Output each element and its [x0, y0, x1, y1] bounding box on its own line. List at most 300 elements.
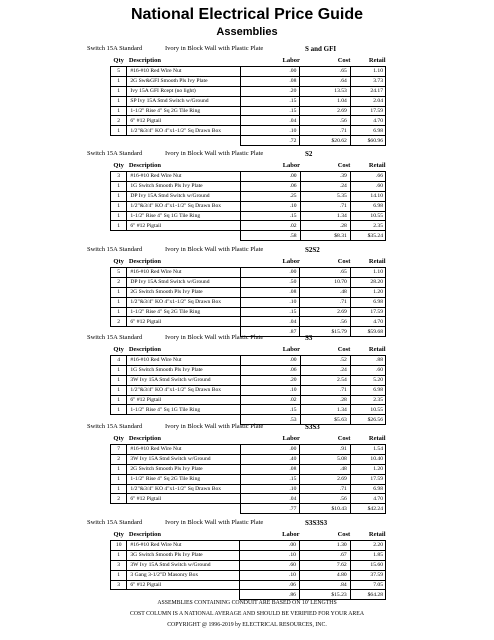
cell-cost: .39 — [300, 172, 350, 182]
header-row — [111, 344, 386, 356]
assembly-table — [110, 55, 386, 146]
total-row — [111, 231, 386, 241]
cell-qty: 4 — [111, 356, 127, 366]
assembly-description: Ivory in Block Wall with Plastic Plate — [165, 150, 264, 157]
cell-qty: 3 — [111, 560, 127, 570]
cell-labor: .08 — [241, 287, 300, 297]
assembly-table — [110, 433, 386, 514]
total-cost: $8.31 — [300, 231, 350, 241]
blank-cell — [111, 590, 127, 600]
column-header-desc: Description — [127, 160, 241, 172]
column-header-labor: Labor — [241, 344, 300, 356]
cell-qty: 1 — [111, 86, 127, 96]
assembly-table — [110, 529, 386, 600]
cell-retail: 6.98 — [350, 126, 385, 136]
cell-labor: .15 — [241, 405, 300, 415]
cell-cost: 1.34 — [300, 405, 350, 415]
assembly-standard: Switch 15A Standard — [87, 150, 143, 157]
cell-retail: 4.70 — [350, 317, 385, 327]
cell-labor: .00 — [241, 67, 300, 77]
cell-cost: .71 — [300, 201, 350, 211]
cell-qty: 2 — [111, 116, 127, 126]
table-header — [111, 256, 386, 268]
cell-cost: .24 — [300, 181, 350, 191]
cell-labor: .15 — [241, 474, 300, 484]
cell-qty: 1 — [111, 464, 127, 474]
cell-retail: 6.98 — [350, 484, 385, 494]
cell-labor: .00 — [241, 268, 300, 278]
column-header-retail: Retail — [350, 55, 385, 67]
cell-retail: 7.05 — [350, 580, 385, 590]
column-header-qty: Qty — [111, 433, 127, 445]
assembly-standard: Switch 15A Standard — [87, 423, 143, 430]
cell-qty: 1 — [111, 474, 127, 484]
assembly-standard: Switch 15A Standard — [87, 334, 143, 341]
cell-qty: 2 — [111, 494, 127, 504]
cell-retail: .66 — [350, 172, 385, 182]
cell-labor: .10 — [241, 201, 300, 211]
total-cost: $15.23 — [299, 590, 350, 600]
cell-cost: 5.08 — [300, 454, 350, 464]
table-row — [111, 201, 386, 211]
cell-cost: 1.34 — [300, 211, 350, 221]
cell-cost: .65 — [300, 67, 350, 77]
cell-desc: 1-1/2" Rise 4" Sq 1G Tile Ring — [127, 405, 241, 415]
cell-labor: .10 — [241, 297, 300, 307]
cell-desc: 6" #12 Pigtail — [127, 116, 241, 126]
table-row — [111, 76, 386, 86]
cell-qty: 1 — [111, 395, 127, 405]
total-retail: $35.24 — [350, 231, 385, 241]
cell-desc: 1G Switch Smooth Pls Ivy Plate — [127, 181, 241, 191]
table-body — [111, 541, 386, 600]
page-subtitle: Assemblies — [216, 26, 278, 38]
cell-labor: .02 — [241, 221, 300, 231]
table-row — [111, 484, 386, 494]
assembly-description: Ivory in Block Wall with Plastic Plate — [165, 519, 264, 526]
cell-qty: 1 — [111, 375, 127, 385]
cell-desc: 1-1/2" Rise 4" Sq 2G Tile Ring — [127, 307, 241, 317]
table-row — [111, 307, 386, 317]
cell-cost: 1.04 — [300, 96, 350, 106]
total-retail: $60.96 — [350, 136, 385, 146]
cell-cost: .28 — [300, 221, 350, 231]
page-title: National Electrical Price Guide — [130, 6, 364, 23]
cell-cost: 13.53 — [300, 86, 350, 96]
cell-qty: 3 — [111, 172, 127, 182]
total-cost: $20.62 — [300, 136, 350, 146]
cell-qty: 1 — [111, 106, 127, 116]
cell-desc: 1/2"&3/4" KO 4"x1-1/2" Sq Drawn Box — [127, 484, 241, 494]
table-row — [111, 181, 386, 191]
blank-cell — [111, 231, 127, 241]
cell-qty: 1 — [111, 191, 127, 201]
cell-retail: 1.54 — [350, 445, 385, 455]
assembly-code: S2 — [305, 150, 313, 158]
cell-retail: 17.59 — [350, 307, 385, 317]
cell-desc: #16-#10 Red Wire Nut — [127, 356, 241, 366]
cell-desc: 1/2"&3/4" KO 4"x1-1/2" Sq Drawn Box — [127, 297, 241, 307]
assembly-description: Ivory in Block Wall with Plastic Plate — [165, 334, 264, 341]
cell-cost: .65 — [300, 268, 350, 278]
table-row — [111, 126, 386, 136]
column-header-qty: Qty — [111, 256, 127, 268]
cell-desc: 6" #12 Pigtail — [127, 395, 241, 405]
column-header-cost: Cost — [299, 529, 350, 541]
cell-qty: 1 — [111, 405, 127, 415]
total-row — [111, 504, 386, 514]
table-row — [111, 454, 386, 464]
cell-retail: 3.73 — [350, 76, 385, 86]
cell-labor: .04 — [241, 494, 300, 504]
cell-labor: .00 — [240, 541, 300, 551]
header-row — [111, 433, 386, 445]
cell-cost: .56 — [300, 116, 350, 126]
table-row — [111, 365, 386, 375]
cell-desc: 6" #12 Pigtail — [127, 317, 241, 327]
cell-retail: 24.17 — [350, 86, 385, 96]
cell-desc: 1G Switch Smooth Pls Ivy Plate — [127, 365, 241, 375]
cell-cost: 2.54 — [300, 375, 350, 385]
cell-cost: 5.35 — [300, 191, 350, 201]
table-row — [111, 375, 386, 385]
cell-labor: .00 — [241, 172, 300, 182]
table-body — [111, 172, 386, 241]
column-header-retail: Retail — [350, 344, 385, 356]
cell-cost: .64 — [300, 76, 350, 86]
table-row — [111, 277, 386, 287]
table-row — [111, 172, 386, 182]
cell-desc: 1-1/2" Rise 4" Sq 2G Tile Ring — [127, 106, 241, 116]
assembly-code: S3S3S3 — [305, 519, 328, 527]
footer-note-conduit: ASSEMBLIES CONTAINING CONDUIT ARE BASED ON 10' LENGTHS — [157, 600, 337, 606]
cell-qty: 1 — [111, 287, 127, 297]
column-header-cost: Cost — [300, 55, 350, 67]
column-header-labor: Labor — [241, 433, 300, 445]
cell-desc: 6" #12 Pigtail — [127, 494, 241, 504]
cell-retail: 1.20 — [350, 464, 385, 474]
cell-retail: 1.10 — [350, 268, 385, 278]
cell-labor: .15 — [241, 96, 300, 106]
cell-cost: .71 — [300, 385, 350, 395]
cell-labor: .20 — [241, 375, 300, 385]
cell-retail: 17.59 — [350, 474, 385, 484]
cell-desc: 1-1/2" Rise 4" Sq 1G Tile Ring — [127, 211, 241, 221]
cell-labor: .06 — [240, 580, 300, 590]
table-header — [111, 529, 386, 541]
total-retail: $64.28 — [350, 590, 385, 600]
cell-desc: 2G Switch Smooth Pls Ivy Plate — [127, 287, 241, 297]
cell-desc: #16-#10 Red Wire Nut — [127, 268, 241, 278]
header-row — [111, 55, 386, 67]
table-row — [111, 474, 386, 484]
assembly-description: Ivory in Block Wall with Plastic Plate — [165, 246, 264, 253]
cell-cost: 2.69 — [300, 307, 350, 317]
cell-retail: 10.55 — [350, 405, 385, 415]
table-row — [111, 464, 386, 474]
table-row — [111, 287, 386, 297]
assembly-table — [110, 256, 386, 337]
cell-retail: 1.20 — [350, 287, 385, 297]
cell-qty: 2 — [111, 317, 127, 327]
table-row — [111, 385, 386, 395]
assembly-code: S2S2 — [305, 246, 320, 254]
cell-labor: .10 — [240, 570, 300, 580]
cell-cost: .71 — [300, 484, 350, 494]
cell-desc: 2G Sw&GFI Smooth Pls Ivy Plate — [127, 76, 241, 86]
cell-cost: .28 — [300, 395, 350, 405]
table-body — [111, 445, 386, 514]
assembly-section — [0, 332, 494, 425]
blank-cell — [111, 504, 127, 514]
cell-retail: .88 — [350, 356, 385, 366]
assembly-standard: Switch 15A Standard — [87, 246, 143, 253]
cell-desc: #16-#10 Red Wire Nut — [127, 445, 241, 455]
cell-retail: 17.59 — [350, 106, 385, 116]
assembly-description: Ivory in Block Wall with Plastic Plate — [165, 423, 264, 430]
cell-qty: 1 — [111, 385, 127, 395]
table-row — [111, 106, 386, 116]
cell-desc: 2G Switch Smooth Pls Ivy Plate — [127, 464, 241, 474]
cell-desc: 6" #12 Pigtail — [127, 221, 241, 231]
table-header — [111, 433, 386, 445]
table-body — [111, 356, 386, 425]
blank-cell — [127, 504, 241, 514]
cell-qty: 1 — [111, 181, 127, 191]
cell-labor: .20 — [241, 86, 300, 96]
column-header-labor: Labor — [241, 256, 300, 268]
assembly-section — [0, 43, 494, 146]
cell-desc: 1/2"&3/4" KO 4"x1-1/2" Sq Drawn Box — [127, 385, 241, 395]
cell-retail: 4.70 — [350, 116, 385, 126]
cell-qty: 1 — [111, 201, 127, 211]
cell-desc: #16-#10 Red Wire Nut — [127, 67, 241, 77]
total-cost: $15.79 — [300, 327, 350, 337]
table-row — [111, 395, 386, 405]
table-row — [111, 560, 386, 570]
cell-labor: .15 — [241, 211, 300, 221]
cell-retail: 2.04 — [350, 96, 385, 106]
cell-retail: 28.20 — [350, 277, 385, 287]
cell-cost: .91 — [300, 445, 350, 455]
cell-desc: #16-#10 Red Wire Nut — [127, 172, 241, 182]
cell-desc: 3G Switch Smooth Pls Ivy Plate — [127, 550, 240, 560]
table-row — [111, 580, 386, 590]
column-header-qty: Qty — [111, 344, 127, 356]
assembly-header — [0, 43, 494, 55]
cell-labor: .15 — [241, 307, 300, 317]
total-retail: $42.24 — [350, 504, 385, 514]
cell-desc: DP Ivy 15A Stnd Switch w/Ground — [127, 191, 241, 201]
assembly-section — [0, 244, 494, 337]
table-row — [111, 116, 386, 126]
cell-cost: .48 — [300, 464, 350, 474]
table-row — [111, 268, 386, 278]
cell-retail: 37.59 — [350, 570, 385, 580]
column-header-retail: Retail — [350, 160, 385, 172]
total-labor: .53 — [241, 415, 300, 425]
cell-cost: .71 — [300, 297, 350, 307]
cell-labor: .02 — [241, 395, 300, 405]
cell-labor: .08 — [241, 464, 300, 474]
cell-cost: .48 — [300, 287, 350, 297]
cell-desc: 3 Gang 3-1/2"D Masonry Box — [127, 570, 240, 580]
cell-desc: DP Ivy 15A Stnd Switch w/Ground — [127, 277, 241, 287]
assembly-description: Ivory in Block Wall with Plastic Plate — [165, 45, 264, 52]
cell-retail: 2.35 — [350, 395, 385, 405]
table-row — [111, 494, 386, 504]
column-header-cost: Cost — [300, 256, 350, 268]
cell-qty: 1 — [111, 221, 127, 231]
cell-cost: .56 — [300, 494, 350, 504]
cell-retail: 5.20 — [350, 375, 385, 385]
table-row — [111, 550, 386, 560]
assembly-code: S3S3 — [305, 423, 320, 431]
table-row — [111, 96, 386, 106]
total-cost: $10.43 — [300, 504, 350, 514]
cell-retail: 1.10 — [350, 67, 385, 77]
cell-retail: 2.20 — [350, 541, 385, 551]
cell-qty: 5 — [111, 67, 127, 77]
cell-desc: Ivy 15A GFI Rcept (no light) — [127, 86, 241, 96]
total-labor: .72 — [241, 136, 300, 146]
table-row — [111, 570, 386, 580]
header-row — [111, 529, 386, 541]
assembly-section — [0, 148, 494, 241]
cell-desc: 6" #12 Pigtail — [127, 580, 240, 590]
column-header-retail: Retail — [350, 256, 385, 268]
assembly-code: S3 — [305, 334, 313, 342]
cell-labor: .00 — [241, 445, 300, 455]
cell-qty: 10 — [111, 541, 127, 551]
cell-qty: 1 — [111, 365, 127, 375]
cell-cost: .24 — [300, 365, 350, 375]
table-row — [111, 297, 386, 307]
table-body — [111, 268, 386, 337]
cell-desc: #16-#10 Red Wire Nut — [127, 541, 240, 551]
cell-cost: 2.69 — [300, 106, 350, 116]
assembly-header — [0, 148, 494, 160]
header-row — [111, 256, 386, 268]
table-body — [111, 67, 386, 146]
total-row — [111, 136, 386, 146]
cell-labor: .10 — [241, 126, 300, 136]
cell-retail: 10.55 — [350, 211, 385, 221]
cell-qty: 1 — [111, 484, 127, 494]
cell-cost: .56 — [300, 317, 350, 327]
cell-qty: 1 — [111, 297, 127, 307]
cell-qty: 2 — [111, 277, 127, 287]
total-retail: $26.56 — [350, 415, 385, 425]
column-header-labor: Labor — [240, 529, 300, 541]
blank-cell — [127, 590, 240, 600]
cell-retail: 6.98 — [350, 201, 385, 211]
cell-labor: .25 — [241, 191, 300, 201]
assembly-header — [0, 517, 494, 529]
column-header-retail: Retail — [350, 529, 385, 541]
cell-labor: .10 — [241, 385, 300, 395]
table-header — [111, 344, 386, 356]
column-header-labor: Labor — [241, 160, 300, 172]
header-row — [111, 160, 386, 172]
cell-qty: 5 — [111, 268, 127, 278]
table-header — [111, 160, 386, 172]
cell-qty: 7 — [111, 445, 127, 455]
assembly-code: S and GFI — [305, 45, 337, 53]
cell-desc: 3W Ivy 15A Stnd Switch w/Ground — [127, 454, 241, 464]
blank-cell — [111, 136, 127, 146]
column-header-qty: Qty — [111, 55, 127, 67]
cell-labor: .04 — [241, 116, 300, 126]
cell-labor: .06 — [241, 181, 300, 191]
column-header-desc: Description — [127, 529, 240, 541]
cell-retail: 14.10 — [350, 191, 385, 201]
total-labor: .87 — [241, 327, 300, 337]
assembly-header — [0, 332, 494, 344]
cell-labor: .08 — [241, 76, 300, 86]
cell-cost: 4.80 — [299, 570, 350, 580]
cell-retail: 10.40 — [350, 454, 385, 464]
table-row — [111, 445, 386, 455]
cell-desc: 3W Ivy 15A Stnd Switch w/Ground — [127, 560, 240, 570]
cell-cost: 10.70 — [300, 277, 350, 287]
assembly-header — [0, 244, 494, 256]
cell-desc: SP Ivy 15A Stnd Switch w/Ground — [127, 96, 241, 106]
assembly-header — [0, 421, 494, 433]
cell-retail: 1.85 — [350, 550, 385, 560]
column-header-cost: Cost — [300, 160, 350, 172]
cell-desc: 3W Ivy 15A Stnd Switch w/Ground — [127, 375, 241, 385]
cell-qty: 1 — [111, 96, 127, 106]
cell-cost: .67 — [299, 550, 350, 560]
cell-retail: .60 — [350, 181, 385, 191]
footer-note-cost: COST COLUMN IS A NATIONAL AVERAGE AND SHOULD BE VERIFIED FOR YOUR AREA — [129, 611, 365, 617]
table-row — [111, 221, 386, 231]
total-row — [111, 590, 386, 600]
cell-qty: 1 — [111, 211, 127, 221]
cell-retail: 2.35 — [350, 221, 385, 231]
total-labor: .58 — [241, 231, 300, 241]
total-labor: .86 — [240, 590, 300, 600]
cell-cost: .84 — [299, 580, 350, 590]
cell-labor: .50 — [241, 277, 300, 287]
column-header-qty: Qty — [111, 529, 127, 541]
assembly-table — [110, 160, 386, 241]
cell-labor: .60 — [240, 560, 300, 570]
table-row — [111, 67, 386, 77]
assembly-section — [0, 421, 494, 514]
cell-retail: 4.70 — [350, 494, 385, 504]
cell-cost: .71 — [300, 126, 350, 136]
cell-qty: 3 — [111, 580, 127, 590]
cell-desc: 1-1/2" Rise 4" Sq 2G Tile Ring — [127, 474, 241, 484]
column-header-labor: Labor — [241, 55, 300, 67]
cell-labor: .06 — [241, 365, 300, 375]
cell-labor: .15 — [241, 106, 300, 116]
column-header-retail: Retail — [350, 433, 385, 445]
table-row — [111, 405, 386, 415]
cell-labor: .40 — [241, 454, 300, 464]
assembly-section — [0, 517, 494, 600]
total-cost: $5.63 — [300, 415, 350, 425]
blank-cell — [127, 231, 241, 241]
cell-qty: 2 — [111, 454, 127, 464]
table-row — [111, 211, 386, 221]
cell-qty: 1 — [111, 550, 127, 560]
cell-labor: .10 — [240, 550, 300, 560]
assembly-standard: Switch 15A Standard — [87, 45, 143, 52]
cell-cost: 2.69 — [300, 474, 350, 484]
